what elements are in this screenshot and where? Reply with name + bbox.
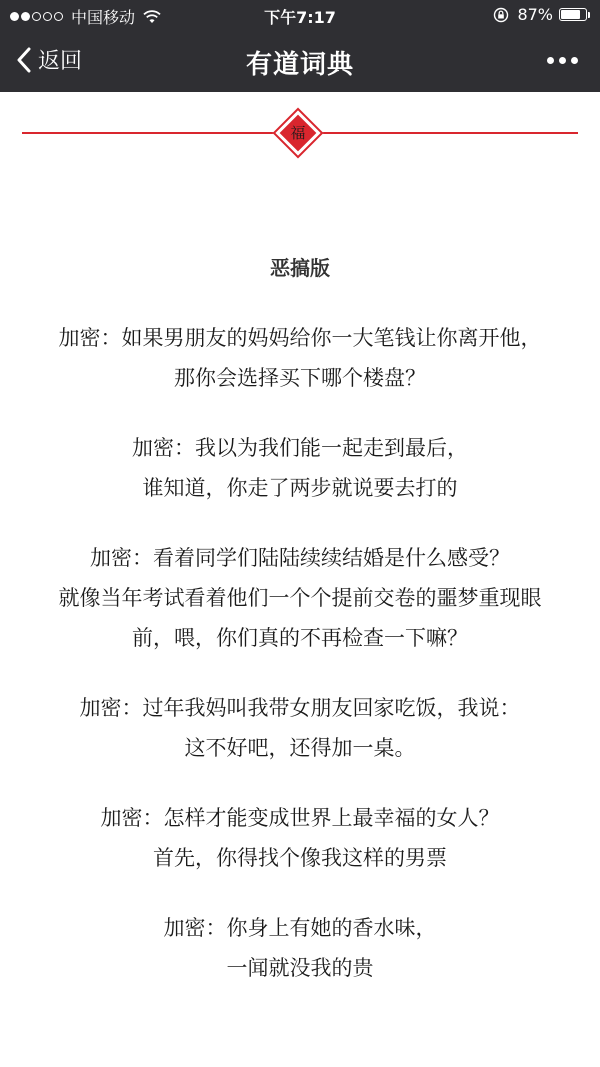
- navigation-bar: [0, 30, 600, 92]
- joke-line: 加密：看着同学们陆陆续续结婚是什么感受？: [90, 546, 510, 570]
- more-dot-icon: [547, 57, 554, 64]
- joke-item: [0, 688, 600, 768]
- article-heading: 恶搞版: [270, 256, 330, 280]
- joke-line: 加密：过年我妈叫我带女朋友回家吃饭，我说：: [79, 696, 521, 720]
- joke-list: [0, 318, 600, 988]
- joke-line: 首先，你得找个像我这样的男票: [153, 846, 447, 870]
- carrier-name: 中国移动: [71, 8, 136, 27]
- joke-line: 前，喂，你们真的不再检查一下嘛？: [132, 626, 468, 650]
- rotation-lock-icon: [493, 7, 509, 23]
- joke-line: 加密：如果男朋友的妈妈给你一大笔钱让你离开他，: [58, 326, 542, 350]
- more-dot-icon: [559, 57, 566, 64]
- more-dot-icon: [571, 57, 578, 64]
- more-options-button[interactable]: [542, 57, 578, 64]
- joke-line: 加密：我以为我们能一起走到最后，: [132, 436, 468, 460]
- article-content: [0, 248, 600, 1018]
- joke-line: 一闻就没我的贵: [226, 956, 374, 980]
- battery-percentage: 87%: [517, 5, 553, 24]
- joke-line: 加密：怎样才能变成世界上最幸福的女人？: [100, 806, 500, 830]
- joke-line: 就像当年考试看着他们一个个提前交卷的噩梦重现眼: [58, 586, 542, 610]
- battery-icon: [559, 8, 587, 21]
- joke-item: [0, 538, 600, 658]
- joke-line: 加密：你身上有她的香水味，: [163, 916, 437, 940]
- page-title: 有道词典: [245, 50, 354, 80]
- joke-item: [0, 428, 600, 508]
- clock: 下午7:17: [264, 8, 336, 27]
- fu-character: 福: [290, 124, 306, 142]
- joke-line: 那你会选择买下哪个楼盘？: [174, 366, 426, 390]
- joke-item: [0, 318, 600, 398]
- joke-item: [0, 908, 600, 988]
- back-label: 返回: [38, 49, 83, 74]
- joke-line: 谁知道，你走了两步就说要去打的: [142, 476, 458, 500]
- joke-item: [0, 798, 600, 878]
- status-bar: [0, 0, 600, 30]
- joke-line: 这不好吧，还得加一桌。: [184, 736, 416, 760]
